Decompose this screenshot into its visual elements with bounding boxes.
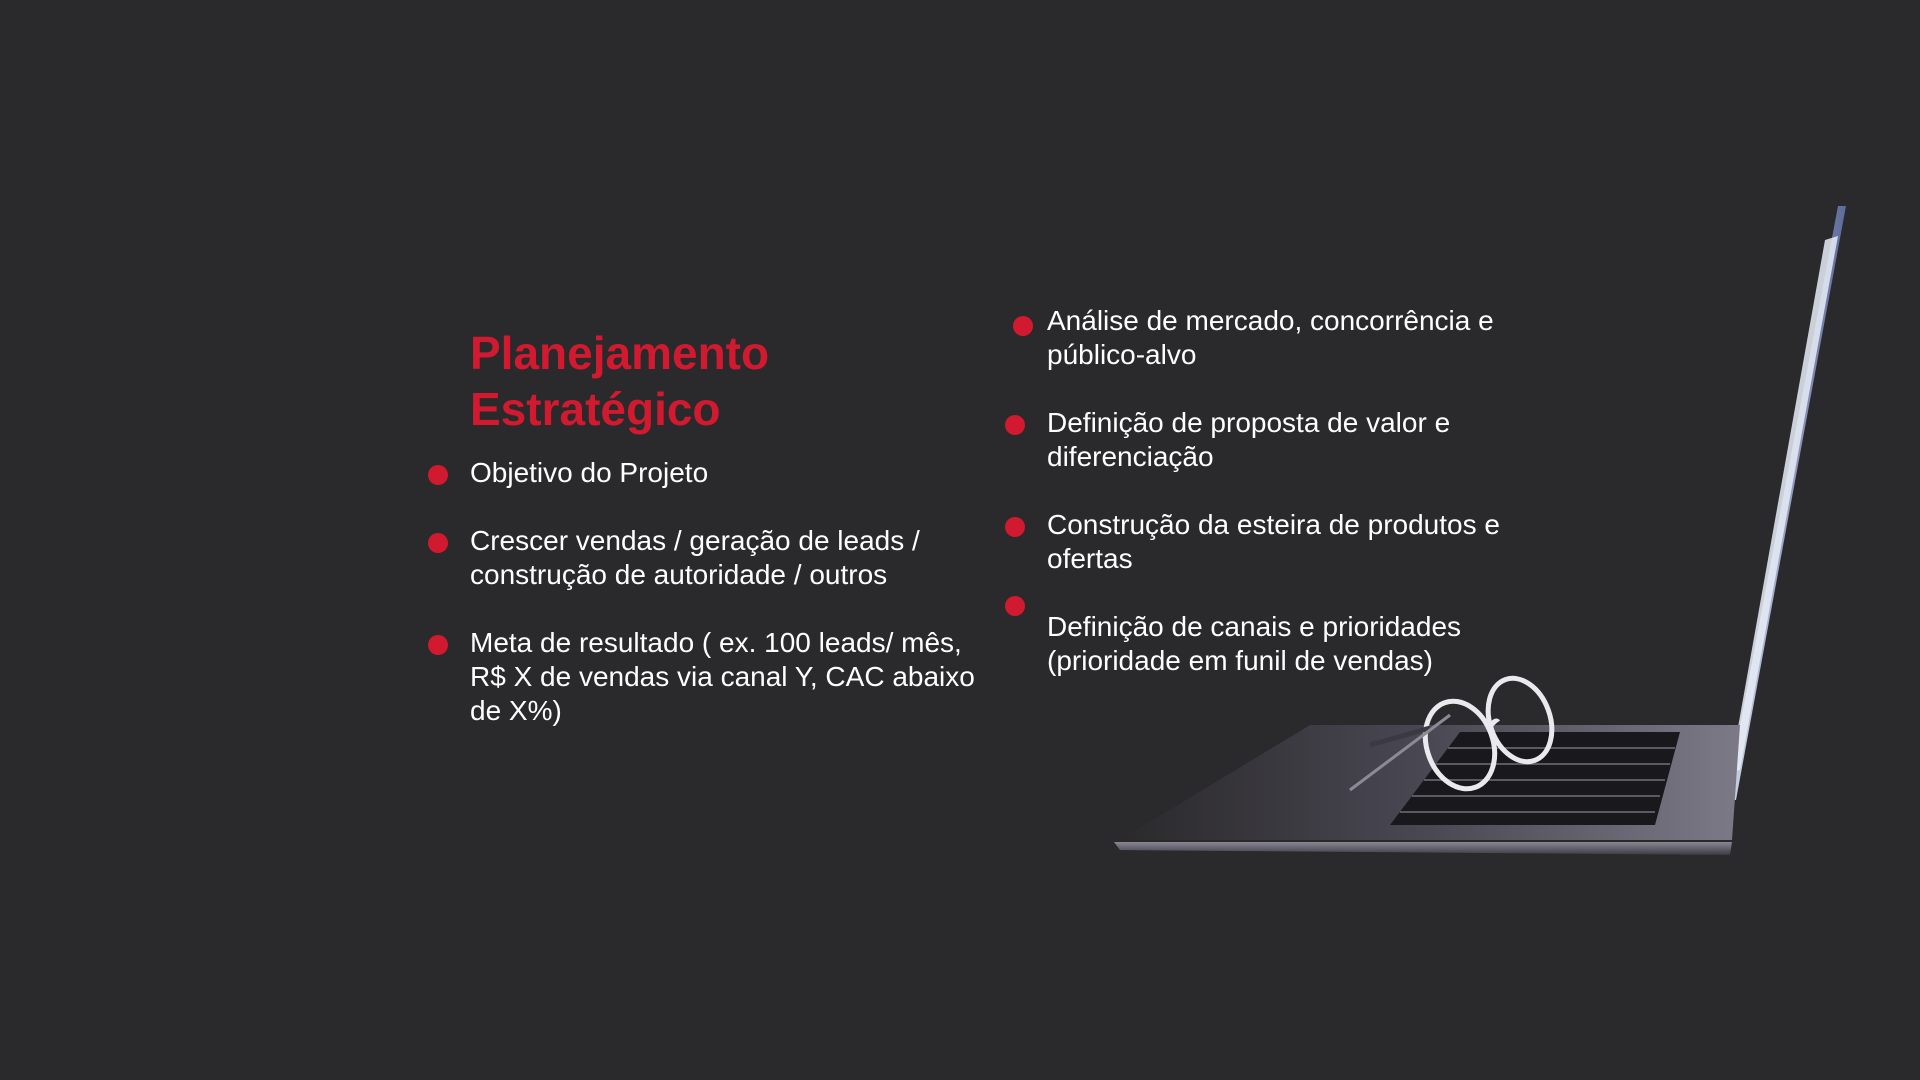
left-bullet-item: [470, 524, 990, 592]
bullet-dot-icon: [1013, 316, 1033, 336]
left-bullet-list: [470, 456, 990, 728]
title-line-1: Planejamento: [470, 327, 770, 379]
bullet-dot-icon: [428, 465, 448, 485]
bullet-text: Objetivo do Projeto: [470, 457, 709, 488]
left-bullet-item: [470, 456, 990, 490]
bullet-text: Crescer vendas / geração de leads / construção de autoridade / outros: [470, 525, 920, 590]
bullet-dot-icon: [428, 533, 448, 553]
left-bullet-item: [470, 626, 990, 728]
laptop-photo: [1100, 200, 1880, 880]
bullet-text: Construção da esteira de produtos e ofertas: [1047, 509, 1500, 574]
bullet-text: Meta de resultado ( ex. 100 leads/ mês, R$ X de vendas via canal Y, CAC abaixo de X%): [470, 627, 975, 726]
laptop-base-edge: [1114, 842, 1732, 855]
bullet-text: Análise de mercado, concorrência e público-alvo: [1047, 305, 1494, 370]
slide-title: [470, 325, 769, 437]
bullet-dot-icon: [1005, 415, 1025, 435]
bullet-dot-icon: [1005, 596, 1025, 616]
bullet-dot-icon: [1005, 517, 1025, 537]
bullet-text: Definição de canais e prioridades (prioridade em funil de vendas): [1047, 611, 1462, 676]
title-line-2: Estratégico: [470, 383, 721, 435]
bullet-dot-icon: [428, 635, 448, 655]
laptop-screen-glow: [1730, 236, 1838, 772]
bullet-text: Definição de proposta de valor e diferenciação: [1047, 407, 1451, 472]
